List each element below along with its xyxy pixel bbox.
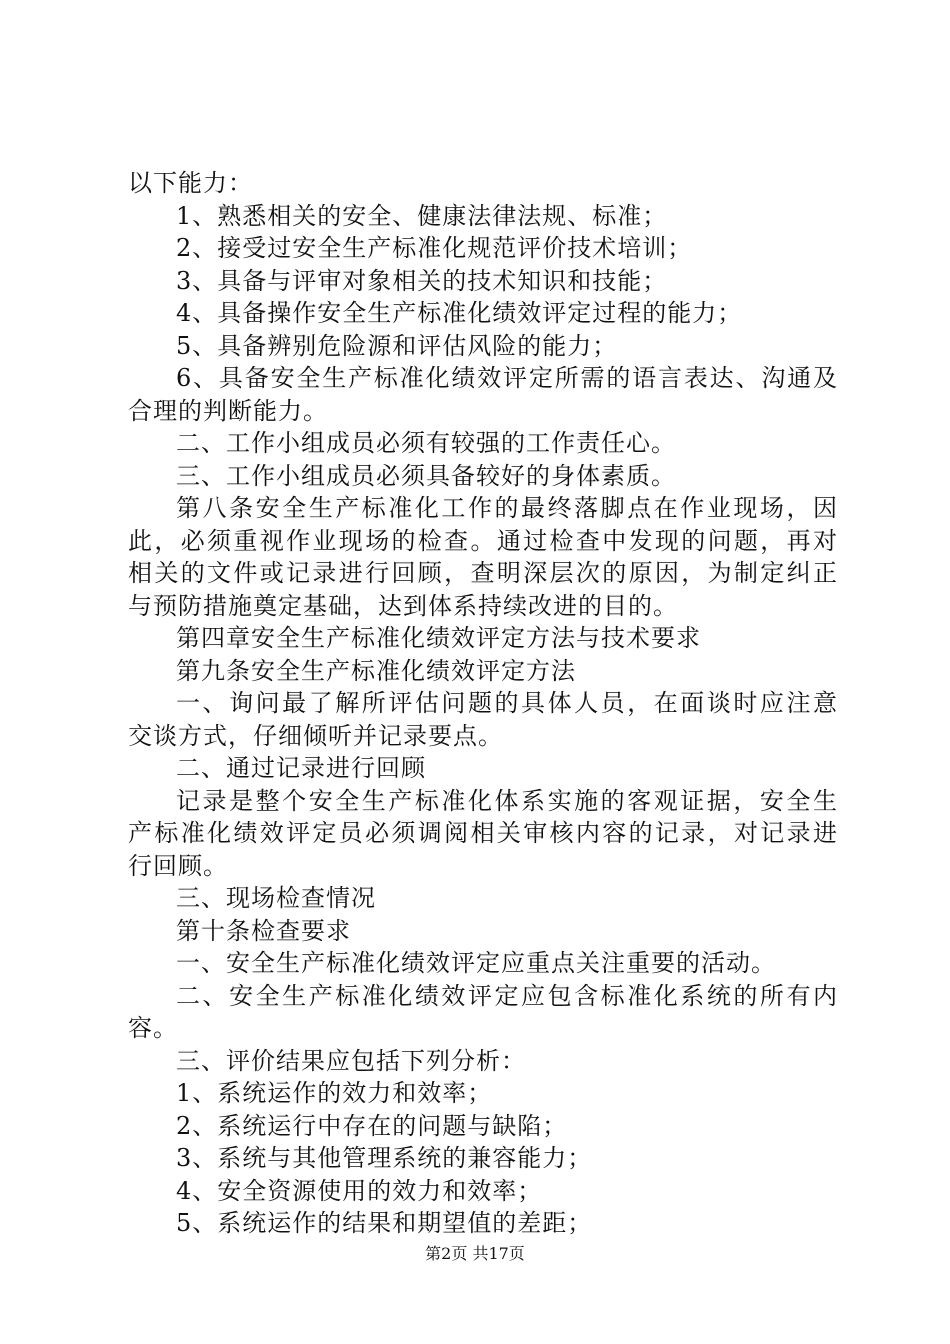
text-line: 5、具备辨别危险源和评估风险的能力； (176, 331, 618, 360)
text-line: 产标准化绩效评定员必须调阅相关审核内容的记录，对记录进 (128, 819, 838, 847)
document-body (128, 167, 838, 1240)
text-line: 第八条安全生产标准化工作的最终落脚点在作业现场，因 (176, 494, 838, 522)
text-line: 4、安全资源使用的效力和效率； (176, 1176, 543, 1205)
text-line: 与预防措施奠定基础，达到体系持续改进的目的。 (128, 591, 678, 620)
text-line: 一、安全生产标准化绩效评定应重点关注重要的活动。 (176, 949, 776, 977)
text-line: 一、询问最了解所评估问题的具体人员，在面谈时应注意 (176, 689, 838, 717)
text-line: 3、系统与其他管理系统的兼容能力； (176, 1144, 593, 1172)
text-line: 容。 (128, 1014, 178, 1042)
text-line: 三、现场检查情况 (176, 884, 376, 912)
text-line: 4、具备操作安全生产标准化绩效评定过程的能力； (176, 299, 743, 327)
text-line: 5、系统运作的结果和期望值的差距； (176, 1209, 593, 1237)
text-line: 三、工作小组成员必须具备较好的身体素质。 (176, 461, 676, 490)
chapter-heading: 第四章安全生产标准化绩效评定方法与技术要求 (176, 624, 701, 652)
text-line: 相关的文件或记录进行回顾，查明深层次的原因，为制定纠正 (128, 559, 838, 587)
text-line: 2、系统运行中存在的问题与缺陷； (176, 1111, 568, 1140)
text-line: 二、通过记录进行回顾 (176, 754, 426, 782)
article-heading: 第九条安全生产标准化绩效评定方法 (176, 656, 576, 685)
text-line: 3、具备与评审对象相关的技术知识和技能； (176, 266, 668, 295)
text-line: 交谈方式，仔细倾听并记录要点。 (128, 721, 503, 750)
text-line: 1、系统运作的效力和效率； (176, 1079, 493, 1107)
text-line: 合理的判断能力。 (128, 396, 328, 425)
text-line: 以下能力： (128, 169, 253, 197)
article-heading: 第十条检查要求 (176, 916, 351, 945)
text-line: 6、具备安全生产标准化绩效评定所需的语言表达、沟通及 (176, 364, 838, 392)
text-line: 二、工作小组成员必须有较强的工作责任心。 (176, 429, 676, 457)
text-line: 2、接受过安全生产标准化规范评价技术培训； (176, 234, 693, 262)
text-line: 二、安全生产标准化绩效评定应包含标准化系统的所有内 (176, 981, 838, 1010)
text-line: 此，必须重视作业现场的检查。通过检查中发现的问题，再对 (128, 526, 838, 555)
text-line: 三、评价结果应包括下列分析： (176, 1046, 526, 1075)
page-number-footer: 第2页 共17页 (425, 1244, 525, 1263)
text-line: 行回顾。 (128, 851, 228, 880)
text-line: 1、熟悉相关的安全、健康法律法规、标准； (176, 201, 668, 230)
text-line: 记录是整个安全生产标准化体系实施的客观证据，安全生 (176, 786, 838, 815)
